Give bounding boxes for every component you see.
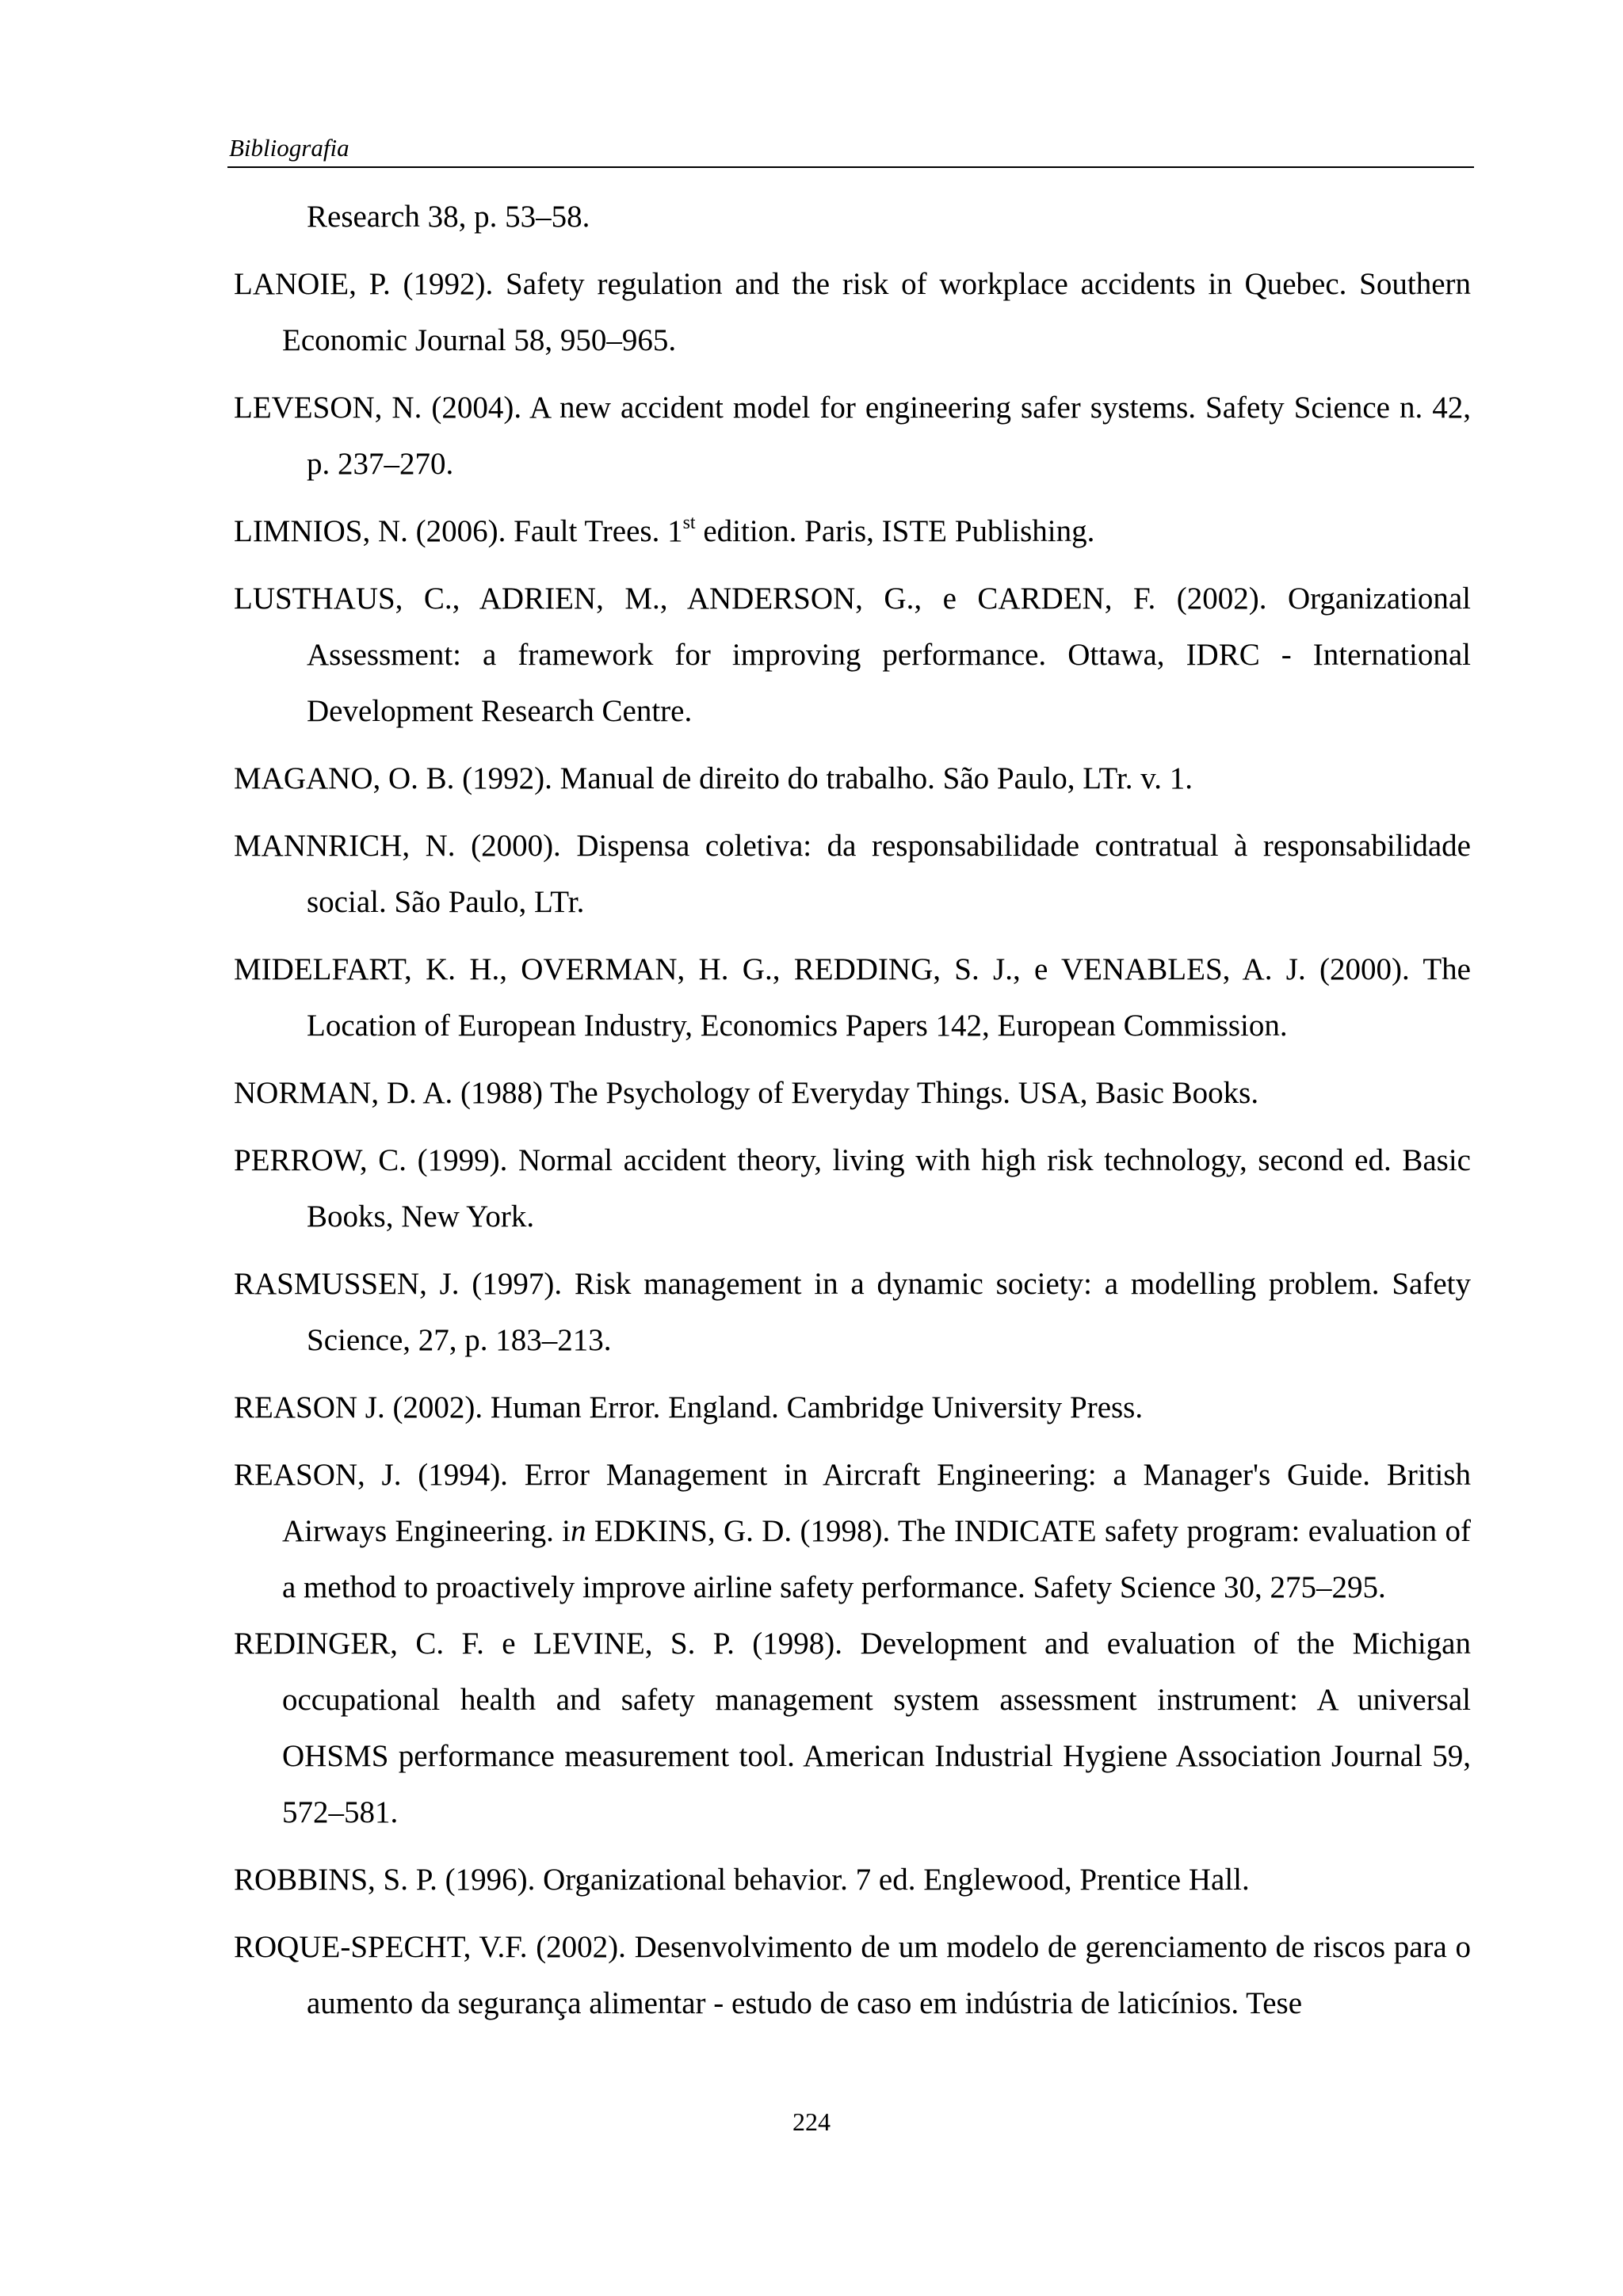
reference-mannrich: MANNRICH, N. (2000). Dispensa coletiva: da responsabilidade contratual à responsabilidade social. São Paulo, LTr.: [234, 829, 1471, 919]
reference-midelfart: MIDELFART, K. H., OVERMAN, H. G., REDDING, S. J., e VENABLES, A. J. (2000). The Location of European Industry, Economics Papers 142, European Commission.: [234, 952, 1471, 1043]
reference-magano: MAGANO, O. B. (1992). Manual de direito do trabalho. São Paulo, LTr. v. 1.: [234, 761, 1193, 795]
reference-limnios: [234, 503, 1471, 559]
reference-reason-1994: [234, 1447, 1471, 1615]
reference-text: LIMNIOS, N. (2006). Fault Trees. 1: [234, 514, 683, 548]
reference-robbins: ROBBINS, S. P. (1996). Organizational behavior. 7 ed. Englewood, Prentice Hall.: [234, 1863, 1250, 1897]
reference-continuation: Research 38, p. 53–58.: [307, 200, 590, 234]
reference-text: EDKINS, G. D. (1998). The INDICATE safety program: evaluation of a method to proactively improve airline safety performance. Safety Science 30, 275–295.: [282, 1514, 1472, 1604]
reference-norman: NORMAN, D. A. (1988) The Psychology of Everyday Things. USA, Basic Books.: [234, 1076, 1259, 1110]
bibliography-list: [234, 189, 1471, 2042]
reference-lusthaus: LUSTHAUS, C., ADRIEN, M., ANDERSON, G., e CARDEN, F. (2002). Organizational Assessment: a framework for improving performance. Ottawa, IDRC - International Development Research Centre.: [234, 582, 1471, 728]
page-number: 224: [792, 2107, 831, 2136]
superscript: st: [682, 513, 696, 533]
running-header: [227, 132, 1474, 168]
reference-redinger: REDINGER, C. F. e LEVINE, S. P. (1998). Development and evaluation of the Michigan occupational health and safety management system assessment instrument: A universal OHSMS performance measurement tool. American Industrial Hygiene Association Journal 59, 572–581.: [234, 1627, 1471, 1829]
reference-roque-specht: ROQUE-SPECHT, V.F. (2002). Desenvolvimento de um modelo de gerenciamento de riscos para o aumento da segurança alimentar - estudo de caso em indústria de laticínios. Tese: [234, 1930, 1471, 2020]
reference-perrow: PERROW, C. (1999). Normal accident theory, living with high risk technology, second ed. Basic Books, New York.: [234, 1143, 1471, 1234]
reference-text: edition. Paris, ISTE Publishing.: [695, 514, 1095, 548]
italic-text: n: [571, 1514, 586, 1548]
reference-lanoie: LANOIE, P. (1992). Safety regulation and the risk of workplace accidents in Quebec. Southern Economic Journal 58, 950–965.: [234, 267, 1471, 357]
header-title: Bibliografia: [229, 134, 349, 162]
reference-text: REASON, J. (1994). Error Management in Aircraft Engineering: a Manager's Guide. British Airways Engineering. i: [234, 1458, 1471, 1548]
reference-reason-2002: REASON J. (2002). Human Error. England. Cambridge University Press.: [234, 1390, 1144, 1425]
reference-leveson: LEVESON, N. (2004). A new accident model for engineering safer systems. Safety Science n. 42, p. 237–270.: [234, 391, 1471, 481]
reference-rasmussen: RASMUSSEN, J. (1997). Risk management in a dynamic society: a modelling problem. Safety Science, 27, p. 183–213.: [234, 1267, 1471, 1357]
